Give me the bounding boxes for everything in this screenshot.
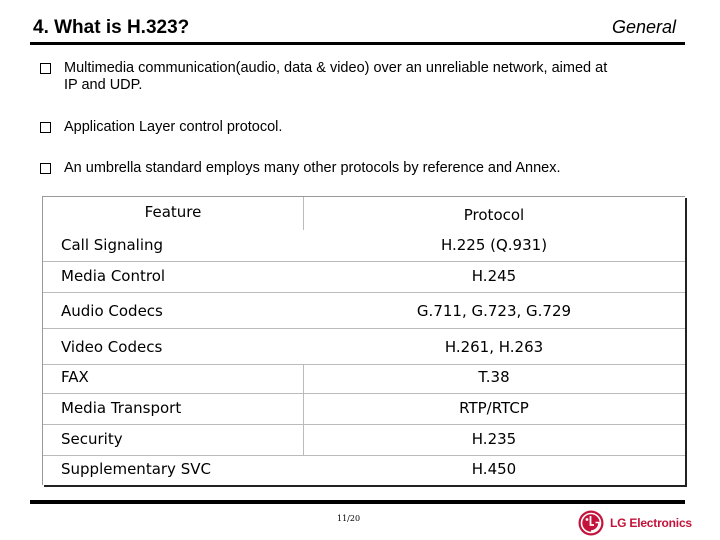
protocol-cell: H.225 (Q.931) (440, 236, 548, 254)
feature-cell: Media Transport (61, 399, 182, 417)
lg-face-icon (578, 510, 604, 536)
bullet-text: An umbrella standard employs many other protocols by reference and Annex. (64, 160, 561, 176)
feature-cell: Call Signaling (61, 236, 164, 254)
feature-cell: FAX (61, 368, 89, 386)
protocol-cell: RTP/RTCP (459, 399, 529, 417)
table-row (43, 424, 685, 456)
slide-title: 4. What is H.323? (33, 17, 190, 38)
checkbox-bullet-icon (40, 163, 51, 174)
feature-cell: Security (61, 430, 123, 448)
table-header (43, 197, 685, 230)
table-row (43, 364, 685, 394)
protocol-cell: H.235 (471, 430, 517, 448)
bullet-item (40, 160, 680, 177)
protocol-cell: H.450 (471, 460, 517, 478)
checkbox-bullet-icon (40, 122, 51, 133)
checkbox-bullet-icon (40, 63, 51, 74)
bullet-text-continued: IP and UDP. (64, 77, 143, 93)
table-row (43, 261, 685, 293)
bullet-item (40, 119, 680, 136)
feature-cell: Video Codecs (61, 338, 163, 356)
bullet-item (40, 60, 680, 94)
feature-cell: Supplementary SVC (61, 460, 211, 478)
column-header-protocol: Protocol (463, 206, 525, 224)
brand-name: LG Electronics (610, 516, 692, 530)
protocol-cell: H.245 (471, 267, 517, 285)
table-row (43, 230, 685, 262)
protocol-cell: H.261, H.263 (444, 338, 544, 356)
bullet-text: Multimedia communication(audio, data & video) over an unreliable network, aimed at (64, 60, 608, 76)
lg-logo (578, 509, 718, 539)
feature-cell: Media Control (61, 267, 166, 285)
protocol-table (42, 196, 685, 485)
column-header-feature: Feature (144, 203, 202, 221)
protocol-cell: T.38 (478, 368, 510, 386)
header-divider (30, 42, 685, 45)
table-row (43, 393, 685, 425)
column-divider (303, 424, 304, 455)
column-divider (303, 393, 304, 424)
footer-divider (30, 500, 685, 504)
feature-cell: Audio Codecs (61, 302, 163, 320)
table-row (43, 455, 685, 484)
table-row (43, 292, 685, 329)
slide-category: General (611, 17, 676, 37)
page-number: 11/20 (337, 514, 361, 523)
table-row (43, 328, 685, 365)
column-divider (303, 364, 304, 393)
header-column-divider (303, 197, 304, 230)
bullet-text: Application Layer control protocol. (64, 119, 283, 135)
protocol-cell: G.711, G.723, G.729 (416, 302, 572, 320)
